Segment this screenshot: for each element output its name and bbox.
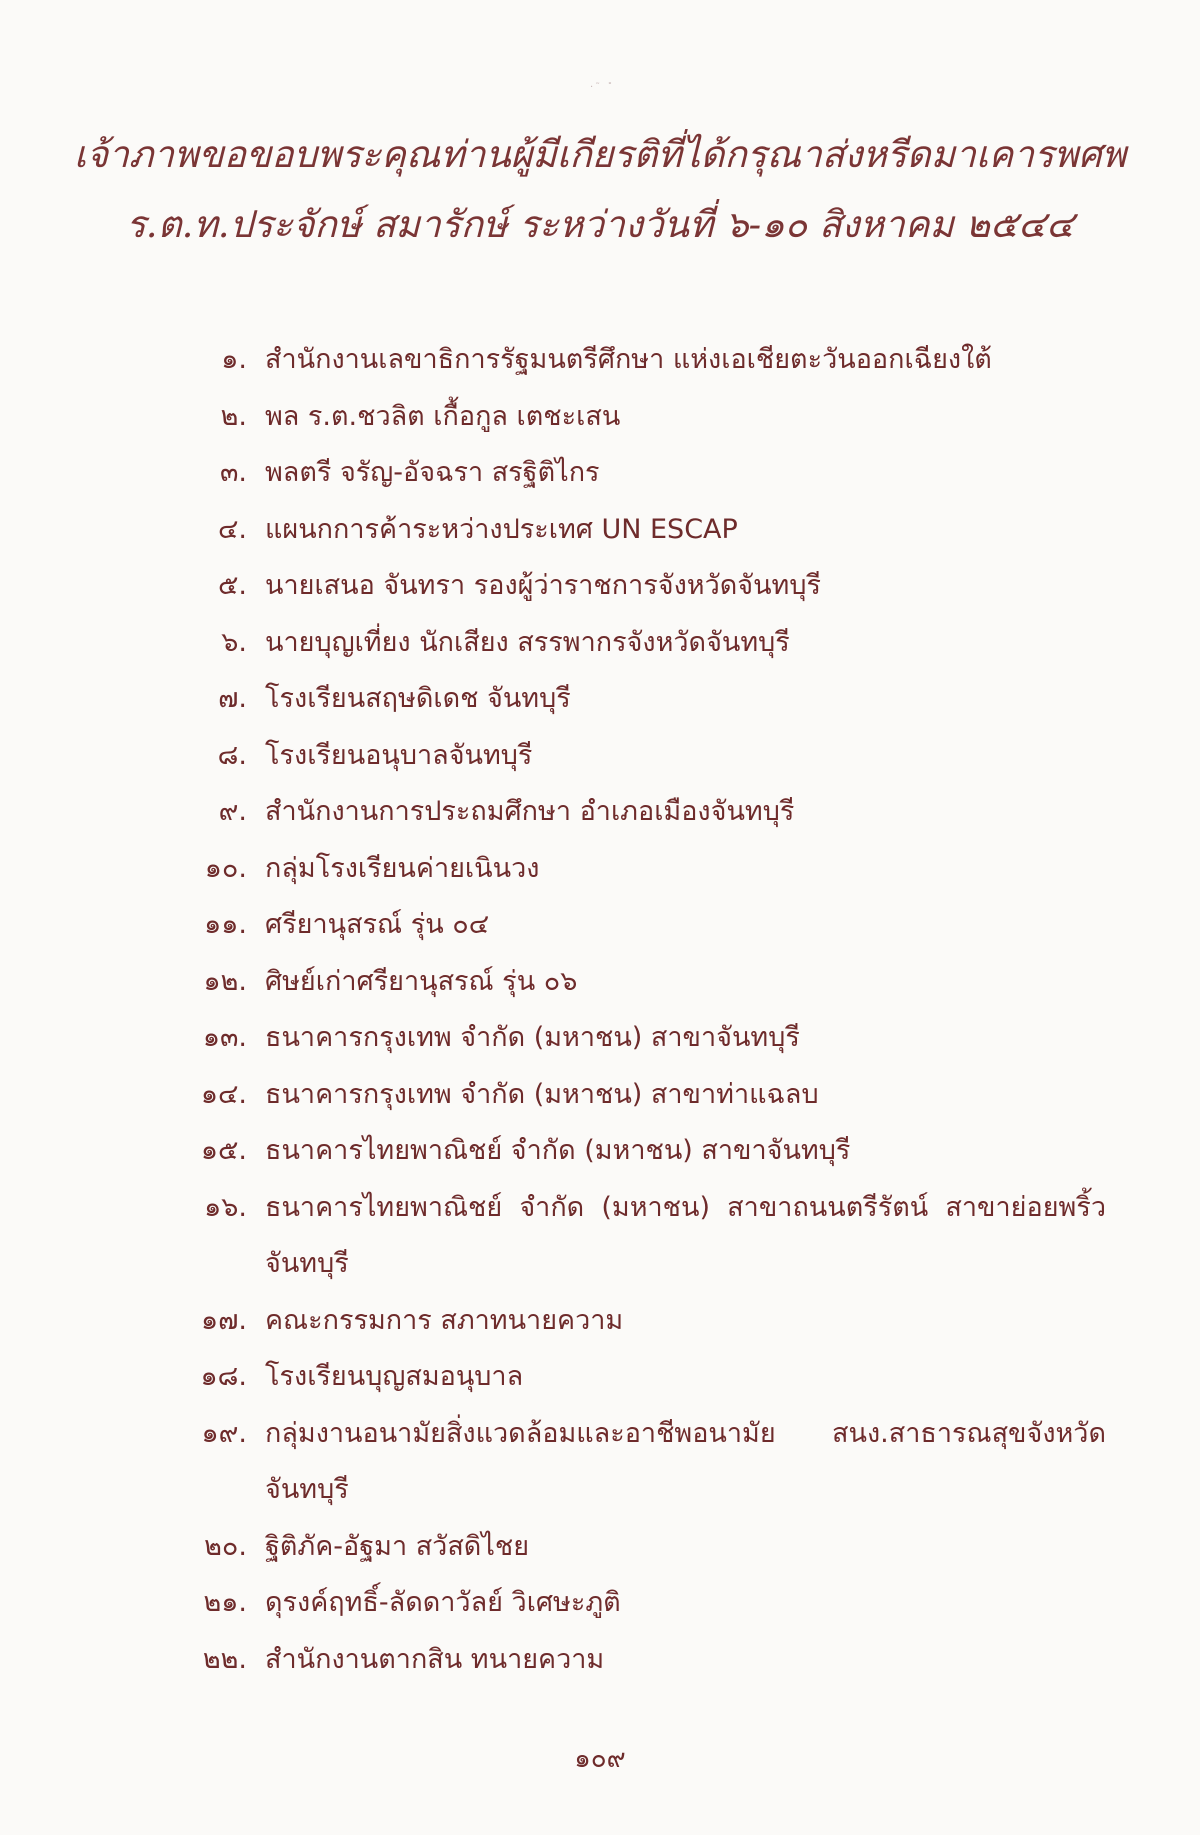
list-item bbox=[150, 1519, 1110, 1576]
item-number: ๑๑. bbox=[204, 909, 247, 940]
list-item bbox=[150, 728, 1110, 785]
item-number: ๑๒. bbox=[203, 965, 247, 997]
list-item bbox=[150, 558, 1110, 615]
item-text: แผนกการค้าระหว่างประเทศ UN ESCAP bbox=[265, 513, 738, 545]
acknowledgement-heading bbox=[60, 120, 1140, 260]
item-text: สำนักงานตากสิน ทนายความ bbox=[265, 1643, 605, 1675]
list-item bbox=[150, 1349, 1110, 1406]
list-item bbox=[150, 389, 1110, 446]
item-text: กลุ่มโรงเรียนค่ายเนินวง bbox=[265, 852, 540, 884]
item-text: คณะกรรมการ สภาทนายความ bbox=[265, 1304, 624, 1336]
item-number: ๑๗. bbox=[200, 1304, 247, 1336]
item-text: กลุ่มงานอนามัยสิ่งแวดล้อมและอาชีพอนามัย สนง.สาธารณสุขจังหวัด จันทบุรี bbox=[265, 1417, 1106, 1505]
item-text: พล ร.ต.ชวลิต เกื้อกูล เตชะเสน bbox=[265, 400, 621, 432]
list-item bbox=[150, 954, 1110, 1011]
item-text: ฐิติภัค-อัฐมา สวัสดิไชย bbox=[265, 1530, 530, 1562]
item-number: ๕. bbox=[217, 570, 247, 601]
list-item bbox=[150, 897, 1110, 954]
item-text: ศรียานุสรณ์ รุ่น ๐๔ bbox=[265, 909, 490, 940]
item-number: ๔. bbox=[217, 513, 247, 545]
item-text: สำนักงานเลขาธิการรัฐมนตรีศึกษา แห่งเอเชียตะวันออกเฉียงใต้ bbox=[265, 344, 992, 375]
item-text: โรงเรียนอนุบาลจันทบุรี bbox=[265, 739, 533, 771]
list-item bbox=[150, 1123, 1110, 1180]
item-text: ธนาคารไทยพาณิชย์ จำกัด (มหาชน) สาขาจันทบุรี bbox=[265, 1135, 851, 1166]
heading-line-2: ร.ต.ท.ประจักษ์ สมารักษ์ ระหว่างวันที่ ๖-๑๐ สิงหาคม ๒๕๔๔ bbox=[125, 203, 1075, 246]
item-text: ดุรงค์ฤทธิ์-ลัดดาวัลย์ วิเศษะภูติ bbox=[265, 1587, 621, 1618]
item-text: พลตรี จรัญ-อัจฉรา สรฐิติไกร bbox=[265, 457, 600, 488]
item-number: ๒๒. bbox=[202, 1643, 247, 1675]
heading-line-1: เจ้าภาพขอขอบพระคุณท่านผู้มีเกียรติที่ได้กรุณาส่งหรีดมาเคารพศพ bbox=[73, 133, 1127, 176]
item-text: ศิษย์เก่าศรียานุสรณ์ รุ่น ๐๖ bbox=[265, 965, 578, 997]
item-number: ๓. bbox=[219, 457, 247, 488]
list-item bbox=[150, 1575, 1110, 1632]
item-text: ธนาคารไทยพาณิชย์ จำกัด (มหาชน) สาขาถนนตรีรัตน์ สาขาย่อยพริ้ว จันทบุรี bbox=[265, 1191, 1106, 1279]
list-item bbox=[150, 671, 1110, 728]
item-number: ๘. bbox=[217, 739, 247, 771]
list-item bbox=[150, 1406, 1110, 1519]
item-number: ๑๔. bbox=[200, 1078, 247, 1110]
item-number: ๖. bbox=[221, 626, 247, 658]
item-text: โรงเรียนบุญสมอนุบาล bbox=[265, 1361, 524, 1392]
item-number: ๒๑. bbox=[203, 1587, 247, 1618]
list-item bbox=[150, 841, 1110, 898]
scan-speck: ·˜ ˟ bbox=[590, 82, 615, 93]
list-item bbox=[150, 615, 1110, 672]
list-item bbox=[150, 1180, 1110, 1293]
page-number: ๑๐๙ bbox=[574, 1744, 626, 1774]
item-number: ๑. bbox=[221, 344, 247, 375]
item-text: ธนาคารกรุงเทพ จำกัด (มหาชน) สาขาจันทบุรี bbox=[265, 1022, 800, 1053]
list-item bbox=[150, 784, 1110, 841]
item-number: ๗. bbox=[218, 683, 247, 714]
item-number: ๑๓. bbox=[202, 1022, 247, 1053]
list-item bbox=[150, 1632, 1110, 1689]
list-item bbox=[150, 502, 1110, 559]
item-number: ๙. bbox=[218, 796, 247, 827]
item-text: โรงเรียนสฤษดิเดช จันทบุรี bbox=[265, 683, 571, 714]
item-text: ธนาคารกรุงเทพ จำกัด (มหาชน) สาขาท่าแฉลบ bbox=[265, 1078, 819, 1110]
item-number: ๑๐. bbox=[204, 852, 247, 884]
item-text: สำนักงานการประถมศึกษา อำเภอเมืองจันทบุรี bbox=[265, 796, 795, 827]
item-text: นายเสนอ จันทรา รองผู้ว่าราชการจังหวัดจันทบุรี bbox=[265, 570, 821, 601]
item-number: ๑๘. bbox=[200, 1361, 247, 1392]
list-item bbox=[150, 445, 1110, 502]
item-number: ๑๙. bbox=[201, 1417, 247, 1449]
list-item bbox=[150, 332, 1110, 389]
wreath-sender-list bbox=[150, 332, 1110, 1688]
list-item bbox=[150, 1067, 1110, 1124]
item-text: นายบุญเที่ยง นักเสียง สรรพากรจังหวัดจันทบุรี bbox=[265, 626, 790, 658]
item-number: ๒๐. bbox=[204, 1530, 247, 1562]
item-number: ๑๖. bbox=[204, 1191, 247, 1223]
list-item bbox=[150, 1010, 1110, 1067]
item-number: ๑๕. bbox=[200, 1135, 247, 1166]
item-number: ๒. bbox=[220, 400, 247, 432]
list-item bbox=[150, 1293, 1110, 1350]
